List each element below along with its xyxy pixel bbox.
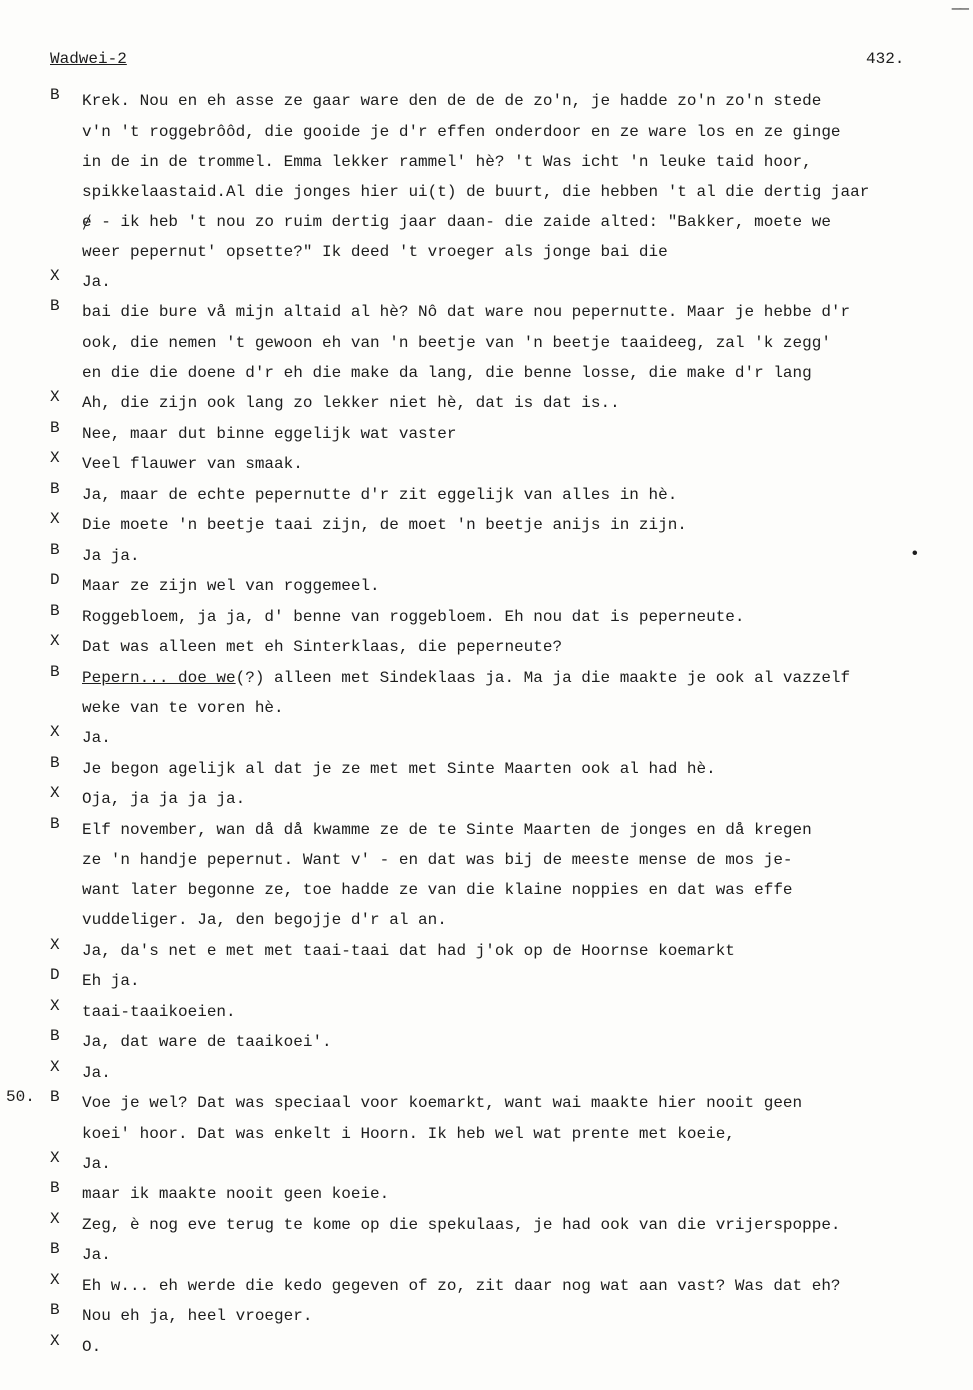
line-text: want later begonne ze, toe hadde ze van die klaine noppies en dat was effe: [82, 881, 793, 900]
line-text: taai-taaikoeien.: [82, 1002, 236, 1021]
speaker-label: X: [50, 1209, 60, 1228]
transcript-entry: [0, 480, 973, 511]
transcript-line: [0, 480, 973, 511]
underlined-phrase: Pepern... doe we: [82, 668, 236, 687]
line-text: ook, die nemen 't gewoon eh van 'n beetje van 'n beetje taaideeg, zal 'k zegg': [82, 333, 831, 352]
stray-ink-mark: •: [910, 545, 920, 563]
transcript-entry: [0, 1088, 973, 1149]
transcript-line: [0, 297, 973, 328]
speaker-label: X: [50, 632, 60, 651]
line-text: vuddeliger. Ja, den begojje d'r al an.: [82, 911, 447, 930]
transcript-line: [0, 1088, 973, 1119]
transcript-entry: [0, 997, 973, 1028]
speaker-label: X: [50, 784, 60, 803]
line-text: Ja.: [82, 1154, 111, 1173]
transcript-entry: [0, 267, 973, 298]
page-number: 432.: [866, 50, 905, 68]
transcript-line: [0, 1240, 973, 1271]
speaker-label: B: [50, 1179, 60, 1198]
transcript-line: [0, 117, 973, 147]
line-text: Je begon agelijk al dat je ze met met Sinte Maarten ook al had hè.: [82, 759, 716, 778]
speaker-label: B: [50, 418, 60, 437]
transcript-entry: [0, 602, 973, 633]
speaker-label: B: [50, 86, 60, 104]
speaker-label: X: [50, 1057, 60, 1076]
transcript-line: [0, 237, 973, 267]
transcript-line: [0, 815, 973, 846]
speaker-label: D: [50, 966, 60, 985]
transcript-entry: [0, 1332, 973, 1363]
transcript-line: [0, 997, 973, 1028]
speaker-label: X: [50, 1331, 60, 1350]
line-text: bai die bure vå mijn altaid al hè? Nô dat ware nou pepernutte. Maar je hebbe d'r: [82, 303, 851, 322]
speaker-label: B: [50, 1301, 60, 1320]
line-text: ze 'n handje pepernut. Want v' - en dat was bij de meeste mense de mos je-: [82, 851, 793, 870]
speaker-label: D: [50, 571, 60, 590]
transcript-line: [0, 905, 973, 935]
line-text: Maar ze zijn wel van roggemeel.: [82, 577, 380, 596]
transcript-line: [0, 510, 973, 541]
line-text: weer pepernut' opsette?" Ik deed 't vroeger als jonge bai die: [82, 242, 668, 261]
line-text: Nou eh ja, heel vroeger.: [82, 1307, 313, 1326]
transcript-line: [0, 1119, 973, 1149]
transcript-line: [0, 267, 973, 298]
speaker-label: X: [50, 723, 60, 742]
transcript-line: [0, 328, 973, 358]
transcript-entry: [0, 663, 973, 724]
transcript-line: [0, 86, 973, 117]
transcript-line: [0, 693, 973, 723]
speaker-label: B: [50, 662, 60, 681]
transcript-line: [0, 754, 973, 785]
speaker-label: B: [50, 297, 60, 316]
transcript-entry: [0, 1240, 973, 1271]
transcript-entry: [0, 784, 973, 815]
speaker-label: B: [50, 540, 60, 559]
transcript-line: [0, 541, 973, 572]
transcript-line: [0, 875, 973, 905]
transcript-entry: [0, 1027, 973, 1058]
transcript-line: [0, 1027, 973, 1058]
transcript-line: [0, 663, 973, 694]
transcript-line: [0, 177, 973, 207]
transcript-entry: [0, 510, 973, 541]
line-text: Dat was alleen met eh Sinterklaas, die peperneute?: [82, 638, 563, 657]
transcript-entry: [0, 754, 973, 785]
transcript-line: [0, 1271, 973, 1302]
transcript-line: [0, 936, 973, 967]
transcript-line: [0, 1058, 973, 1089]
line-text: Ja, dat ware de taaikoei'.: [82, 1033, 332, 1052]
line-text: koei' hoor. Dat was enkelt i Hoorn. Ik heb wel wat prente met koeie,: [82, 1124, 735, 1143]
line-text: Ja.: [82, 729, 111, 748]
transcript-line: [0, 602, 973, 633]
line-text: Ah, die zijn ook lang zo lekker niet hè, dat is dat is..: [82, 394, 620, 413]
transcript-line: [0, 449, 973, 480]
transcript-line: [0, 1332, 973, 1363]
line-text: v'n 't roggebrôôd, die gooide je d'r effen onderdoor en ze ware los en ze ginge: [82, 122, 841, 141]
line-text: Veel flauwer van smaak.: [82, 455, 303, 474]
line-text: maar ik maakte nooit geen koeie.: [82, 1185, 390, 1204]
transcript-line: [0, 966, 973, 997]
corner-mark: ——: [951, 0, 967, 18]
transcript-entry: [0, 1149, 973, 1180]
transcript-entry: [0, 1301, 973, 1332]
transcript-entry: [0, 936, 973, 967]
document-title: Wadwei-2: [50, 50, 127, 68]
transcript-line: [0, 358, 973, 388]
transcript-entry: [0, 1271, 973, 1302]
line-text: Elf november, wan då då kwamme ze de te Sinte Maarten de jonges en då kregen: [82, 820, 812, 839]
transcript-entry: [0, 541, 973, 572]
speaker-label: B: [50, 479, 60, 498]
line-text: Krek. Nou en eh asse ze gaar ware den de de de zo'n, je hadde zo'n zo'n stede: [82, 92, 822, 110]
transcript-entry: [0, 449, 973, 480]
speaker-label: X: [50, 449, 60, 468]
speaker-label: X: [50, 935, 60, 954]
transcript-line: [0, 571, 973, 602]
line-text: ɇ - ik heb 't nou zo ruim dertig jaar daan- die zaide alted: "Bakker, moete we: [82, 212, 831, 231]
speaker-label: B: [50, 1027, 60, 1046]
transcript-line: [0, 723, 973, 754]
speaker-label: X: [50, 510, 60, 529]
transcript-line: [0, 419, 973, 450]
line-text: Nee, maar dut binne eggelijk wat vaster: [82, 424, 457, 443]
transcript-entry: [0, 1058, 973, 1089]
transcript-line: [0, 1149, 973, 1180]
line-text: spikkelaastaid.Al die jonges hier ui(t) de buurt, die hebben 't al die dertig jaar: [82, 182, 870, 201]
line-text: (?) alleen met Sindeklaas ja. Ma ja die maakte je ook al vazzelf: [235, 668, 851, 687]
transcript-entry: [0, 571, 973, 602]
transcript-body: [0, 86, 973, 1362]
speaker-label: X: [50, 1270, 60, 1289]
line-text: Zeg, è nog eve terug te kome op die spekulaas, je had ook van die vrijerspoppe.: [82, 1215, 841, 1234]
transcript-entry: [0, 388, 973, 419]
line-text: in de in de trommel. Emma lekker rammel' hè? 't Was icht 'n leuke taid hoor,: [82, 152, 812, 171]
transcript-entry: [0, 966, 973, 997]
speaker-label: X: [50, 388, 60, 407]
transcript-entry: [0, 632, 973, 663]
transcript-line: [0, 1301, 973, 1332]
transcript-line: [0, 845, 973, 875]
line-text: Oja, ja ja ja ja.: [82, 790, 246, 809]
line-text: Ja.: [82, 272, 111, 291]
line-text: Ja, da's net e met met taai-taai dat had j'ok op de Hoornse koemarkt: [82, 941, 735, 960]
line-text: Eh ja.: [82, 972, 140, 991]
transcript-entry: [0, 419, 973, 450]
line-text: Ja.: [82, 1063, 111, 1082]
line-text: weke van te voren hè.: [82, 699, 284, 718]
speaker-label: B: [50, 1088, 60, 1107]
line-text: Eh w... eh werde die kedo gegeven of zo, zit daar nog wat aan vast? Was dat eh?: [82, 1276, 841, 1295]
line-text: en die die doene d'r eh die make da lang, die benne losse, die make d'r lang: [82, 364, 812, 383]
line-text: Ja ja.: [82, 546, 140, 565]
transcript-line: [0, 207, 973, 237]
speaker-label: B: [50, 814, 60, 833]
transcript-entry: [0, 723, 973, 754]
line-text: Ja, maar de echte pepernutte d'r zit eggelijk van alles in hè.: [82, 485, 678, 504]
transcript-line: [0, 632, 973, 663]
speaker-label: X: [50, 1148, 60, 1167]
transcript-entry: [0, 297, 973, 388]
line-text: Die moete 'n beetje taai zijn, de moet 'n beetje anijs in zijn.: [82, 516, 687, 535]
line-text: Voe je wel? Dat was speciaal voor koemarkt, want wai maakte hier nooit geen: [82, 1094, 803, 1113]
transcript-entry: [0, 1179, 973, 1210]
transcript-line: [0, 1179, 973, 1210]
line-text: O.: [82, 1337, 102, 1356]
speaker-label: B: [50, 1240, 60, 1259]
transcript-entry: [0, 815, 973, 936]
transcript-line: [0, 1210, 973, 1241]
speaker-label: B: [50, 753, 60, 772]
transcript-line: [0, 147, 973, 177]
transcript-entry: [0, 1210, 973, 1241]
speaker-label: X: [50, 996, 60, 1015]
line-text: Roggebloem, ja ja, d' benne van roggebloem. Eh nou dat is peperneute.: [82, 607, 745, 626]
line-text: Ja.: [82, 1246, 111, 1265]
line-count-marker: 50.: [6, 1088, 35, 1106]
speaker-label: X: [50, 266, 60, 285]
transcript-entry: [0, 86, 973, 267]
transcript-line: [0, 784, 973, 815]
transcript-line: [0, 388, 973, 419]
speaker-label: B: [50, 601, 60, 620]
